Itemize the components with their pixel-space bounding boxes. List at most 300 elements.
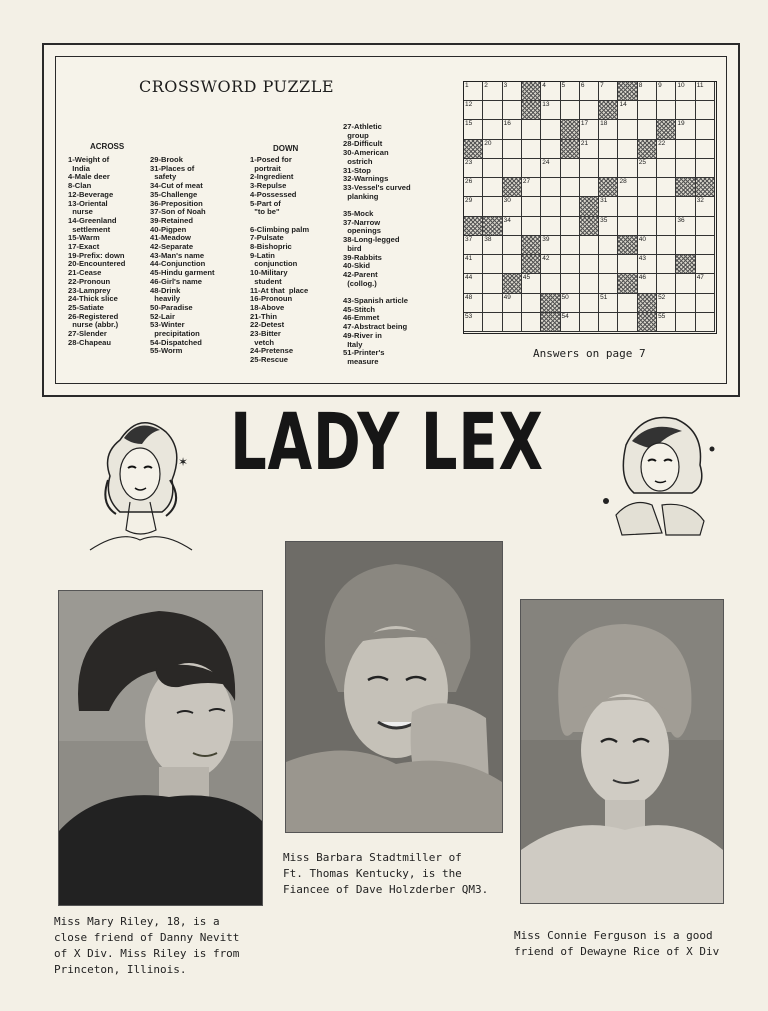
grid-cell <box>599 313 618 332</box>
grid-cell <box>522 178 541 197</box>
photo-barbara-stadtmiller <box>285 541 503 833</box>
woman-sketch-right <box>592 405 722 540</box>
across-clue: safety <box>150 172 177 182</box>
grid-cell <box>599 236 618 255</box>
grid-cell-number: 44 <box>465 274 473 282</box>
down-clue: 40-Skid <box>343 261 371 271</box>
grid-cell <box>483 313 502 332</box>
across-clue: 48-Drink <box>150 285 181 295</box>
grid-cell <box>561 217 580 236</box>
across-clue: 42-Separate <box>150 242 194 252</box>
grid-cell <box>580 236 599 255</box>
grid-cell <box>618 178 637 197</box>
grid-cell <box>676 294 695 313</box>
grid-cell-shaded <box>676 255 695 274</box>
grid-cell <box>483 178 502 197</box>
grid-cell-shaded <box>561 120 580 139</box>
across-clue: 19-Prefix: down <box>68 250 125 260</box>
across-clue: 26-Registered <box>68 311 119 321</box>
down-clue: 27-Athletic <box>343 122 382 131</box>
across-clue: 28-Chapeau <box>68 337 112 347</box>
caption-line: Fiancee of Dave Holzderber QM3. <box>283 883 489 896</box>
across-clue: 50-Paradise <box>150 302 193 312</box>
down-clue: conjunction <box>250 259 298 269</box>
grid-cell-number: 4 <box>542 82 546 89</box>
across-clue: 36-Preposition <box>150 198 203 208</box>
across-clue: 43-Man's name <box>150 250 205 260</box>
grid-cell-shaded <box>638 140 657 159</box>
grid-cell <box>561 236 580 255</box>
grid-cell <box>676 274 695 293</box>
across-clue: 54-Dispatched <box>150 337 202 347</box>
grid-cell-number: 29 <box>465 197 473 205</box>
grid-cell <box>657 236 676 255</box>
grid-cell <box>483 120 502 139</box>
down-heading: DOWN <box>273 144 299 153</box>
grid-cell <box>541 140 560 159</box>
svg-text:✶: ✶ <box>178 455 189 469</box>
down-clue: 37-Narrow <box>343 217 381 227</box>
caption-line: close friend of Danny Nevitt <box>54 931 240 944</box>
grid-cell-shaded <box>657 120 676 139</box>
grid-cell <box>599 82 618 101</box>
grid-cell <box>503 120 522 139</box>
grid-cell-number: 37 <box>465 235 473 243</box>
grid-cell-number: 30 <box>503 197 511 205</box>
grid-cell-number: 46 <box>638 274 646 282</box>
grid-cell <box>696 255 715 274</box>
grid-cell <box>657 82 676 101</box>
grid-cell <box>696 197 715 216</box>
grid-cell-number: 47 <box>696 274 704 282</box>
grid-cell <box>561 294 580 313</box>
across-clue: 34-Cut of meat <box>150 181 203 191</box>
down-clue: 42-Parent <box>343 269 378 279</box>
down-clue: 24-Pretense <box>250 346 294 356</box>
grid-cell <box>638 197 657 216</box>
grid-cell <box>657 101 676 120</box>
grid-cell <box>522 159 541 178</box>
grid-cell <box>483 255 502 274</box>
grid-cell <box>696 159 715 178</box>
grid-cell <box>676 120 695 139</box>
caption-line: Miss Mary Riley, 18, is a <box>54 915 220 928</box>
down-clue: 10-Military <box>250 268 288 278</box>
grid-cell-shaded <box>541 294 560 313</box>
across-clue: 46-Girl's name <box>150 276 203 286</box>
grid-cell-number: 1 <box>465 82 469 89</box>
grid-cell <box>676 82 695 101</box>
caption-line: friend of Dewayne Rice of X Div <box>514 945 720 958</box>
across-clue: 23-Lamprey <box>68 285 111 295</box>
down-clue: 22-Detest <box>250 320 285 330</box>
grid-cell <box>618 140 637 159</box>
grid-cell <box>657 140 676 159</box>
grid-cell-number: 42 <box>542 255 550 263</box>
down-clue: 25-Rescue <box>250 355 288 365</box>
down-clue: 16-Pronoun <box>250 294 293 304</box>
down-clue: portrait <box>250 163 281 173</box>
grid-cell-number: 5 <box>561 82 566 89</box>
grid-cell-number: 26 <box>465 178 473 186</box>
across-clue: heavily <box>150 294 180 304</box>
grid-cell-number: 36 <box>677 216 685 224</box>
down-clue: 30-American <box>343 148 389 158</box>
grid-cell <box>541 274 560 293</box>
grid-cell <box>561 82 580 101</box>
grid-cell <box>503 140 522 159</box>
grid-cell <box>696 140 715 159</box>
down-clue: 47-Abstract being <box>343 322 408 332</box>
down-clue: 35-Mock <box>343 209 374 219</box>
grid-cell-shaded <box>599 101 618 120</box>
grid-cell-shaded <box>638 294 657 313</box>
grid-cell <box>503 217 522 236</box>
grid-cell-number: 20 <box>484 139 492 147</box>
grid-cell <box>657 178 676 197</box>
grid-cell <box>696 294 715 313</box>
across-clue: 13-Oriental <box>68 198 108 208</box>
down-clue: planking <box>343 191 379 201</box>
across-clue: 14-Greenland <box>68 215 117 225</box>
across-clue: 35-Challenge <box>150 189 198 199</box>
down-clue: 51-Printer's <box>343 348 385 358</box>
caption-line: Ft. Thomas Kentucky, is the <box>283 867 462 880</box>
grid-cell <box>676 140 695 159</box>
grid-cell-number: 18 <box>600 120 608 128</box>
grid-cell <box>696 120 715 139</box>
grid-cell-shaded <box>618 274 637 293</box>
grid-cell-shaded <box>580 197 599 216</box>
grid-cell <box>696 274 715 293</box>
grid-cell <box>580 82 599 101</box>
grid-cell-number: 45 <box>522 274 531 282</box>
across-clue: 52-Lair <box>150 311 175 321</box>
grid-cell-number: 24 <box>542 158 550 166</box>
grid-cell <box>657 197 676 216</box>
down-clue: 7-Pulsate <box>250 233 284 243</box>
down-clue: 9-Latin <box>250 250 275 260</box>
grid-cell <box>503 197 522 216</box>
grid-cell <box>522 294 541 313</box>
across-clue: India <box>68 163 90 173</box>
grid-cell <box>561 178 580 197</box>
across-clue: 22-Pronoun <box>68 276 111 286</box>
grid-cell-number: 19 <box>677 120 685 128</box>
across-clue: precipitation <box>150 329 200 339</box>
grid-cell <box>599 159 618 178</box>
grid-cell <box>618 255 637 274</box>
grid-cell <box>638 120 657 139</box>
grid-cell <box>638 159 657 178</box>
grid-cell <box>464 313 483 332</box>
grid-cell-number: 12 <box>465 101 473 109</box>
grid-cell <box>676 159 695 178</box>
grid-cell <box>483 294 502 313</box>
grid-cell <box>638 217 657 236</box>
grid-cell-shaded <box>676 178 695 197</box>
grid-cell <box>541 197 560 216</box>
grid-cell-shaded <box>541 313 560 332</box>
grid-cell <box>541 159 560 178</box>
grid-cell <box>503 82 522 101</box>
down-clue: 6-Climbing palm <box>250 224 310 234</box>
grid-cell <box>503 313 522 332</box>
grid-cell <box>483 274 502 293</box>
grid-cell-shaded <box>599 178 618 197</box>
down-clue: 11-At that place <box>250 285 309 295</box>
answers-note: Answers on page 7 <box>533 347 646 360</box>
grid-cell-number: 22 <box>658 139 666 147</box>
grid-cell-number: 50 <box>561 293 569 301</box>
across-heading: ACROSS <box>90 142 125 151</box>
grid-cell-number: 43 <box>638 255 646 263</box>
grid-cell <box>696 101 715 120</box>
grid-cell <box>541 255 560 274</box>
grid-cell-number: 48 <box>465 293 473 301</box>
grid-cell <box>676 236 695 255</box>
grid-cell <box>638 236 657 255</box>
across-clue: 31-Places of <box>150 163 195 173</box>
grid-cell-number: 34 <box>503 216 511 224</box>
grid-cell <box>696 217 715 236</box>
across-clue: 21-Cease <box>68 268 102 278</box>
down-clue: Italy <box>343 339 363 349</box>
grid-cell <box>676 197 695 216</box>
grid-cell <box>561 197 580 216</box>
across-clue: 25-Satiate <box>68 302 104 312</box>
caption-line: Miss Barbara Stadtmiller of <box>283 851 462 864</box>
grid-cell <box>541 236 560 255</box>
down-clue: bird <box>343 243 362 253</box>
grid-cell-shaded <box>561 140 580 159</box>
grid-cell <box>464 236 483 255</box>
grid-cell <box>541 217 560 236</box>
down-clues-col2 <box>343 123 411 367</box>
grid-cell <box>580 294 599 313</box>
grid-cell-number: 25 <box>638 158 646 166</box>
caption-barbara-stadtmiller <box>283 850 488 898</box>
grid-cell-number: 2 <box>484 82 488 89</box>
across-clue: 15-Warm <box>68 233 100 243</box>
caption-line: of X Div. Miss Riley is from <box>54 947 240 960</box>
grid-cell <box>618 294 637 313</box>
across-clues-col1 <box>68 156 125 347</box>
across-clue: 20-Encountered <box>68 259 126 269</box>
grid-cell-shaded <box>522 236 541 255</box>
grid-cell-number: 3 <box>503 82 508 89</box>
grid-cell <box>599 197 618 216</box>
grid-cell-number: 23 <box>465 158 473 166</box>
grid-cell <box>464 120 483 139</box>
grid-cell <box>599 140 618 159</box>
grid-cell <box>580 159 599 178</box>
down-clue: 46-Emmet <box>343 313 380 323</box>
grid-cell-shaded <box>503 178 522 197</box>
grid-cell <box>657 217 676 236</box>
across-clue: 24-Thick slice <box>68 294 118 304</box>
down-clue: openings <box>343 226 381 236</box>
down-clue: 23-Bitter <box>250 329 281 339</box>
down-clue: 31-Stop <box>343 165 371 175</box>
down-clue: "to be" <box>250 207 280 217</box>
grid-cell <box>541 120 560 139</box>
across-clue: 39-Retained <box>150 215 194 225</box>
across-clue: 41-Meadow <box>150 233 191 243</box>
down-clue: 5-Part of <box>250 198 281 208</box>
grid-cell <box>464 255 483 274</box>
grid-cell <box>541 82 560 101</box>
down-clue: 43-Spanish article <box>343 296 408 306</box>
grid-cell <box>580 178 599 197</box>
lady-lex-banner: LADY LEX <box>230 398 544 488</box>
grid-cell-shaded <box>464 217 483 236</box>
grid-cell <box>580 101 599 120</box>
grid-cell <box>464 159 483 178</box>
across-clue: settlement <box>68 224 111 234</box>
grid-cell <box>657 294 676 313</box>
grid-cell <box>503 159 522 178</box>
grid-cell-number: 9 <box>658 82 662 89</box>
grid-cell <box>676 217 695 236</box>
grid-cell <box>599 120 618 139</box>
grid-cell <box>522 140 541 159</box>
grid-cell <box>503 255 522 274</box>
grid-cell <box>522 274 541 293</box>
grid-cell <box>580 313 599 332</box>
grid-cell <box>503 294 522 313</box>
grid-cell <box>599 274 618 293</box>
down-clue: (collog.) <box>343 278 377 288</box>
grid-cell <box>618 101 637 120</box>
grid-cell-shaded <box>464 140 483 159</box>
across-clue: 4-Male deer <box>68 172 110 182</box>
grid-cell <box>483 140 502 159</box>
grid-cell <box>522 120 541 139</box>
grid-cell <box>464 274 483 293</box>
grid-cell-number: 55 <box>658 312 666 320</box>
across-clue: 1-Weight of <box>68 155 110 164</box>
grid-cell <box>483 236 502 255</box>
grid-cell <box>580 255 599 274</box>
grid-cell <box>657 274 676 293</box>
grid-cell <box>483 82 502 101</box>
grid-cell <box>522 217 541 236</box>
grid-cell-shaded <box>580 217 599 236</box>
grid-cell-number: 8 <box>638 82 643 89</box>
down-clue: 28-Difficult <box>343 139 383 149</box>
down-clue: 39-Rabbits <box>343 252 382 262</box>
grid-cell-number: 54 <box>561 312 569 320</box>
grid-cell <box>618 159 637 178</box>
grid-cell <box>657 313 676 332</box>
crossword-title: CROSSWORD PUZZLE <box>139 77 335 96</box>
grid-cell-number: 35 <box>600 216 608 224</box>
grid-cell-shaded <box>618 236 637 255</box>
across-clue: 53-Winter <box>150 320 185 330</box>
grid-cell-number: 31 <box>600 197 608 205</box>
down-clue: group <box>343 130 369 140</box>
grid-cell-number: 21 <box>580 139 589 147</box>
across-clue: 37-Son of Noah <box>150 207 206 217</box>
grid-cell <box>464 197 483 216</box>
grid-cell <box>541 178 560 197</box>
grid-cell <box>618 217 637 236</box>
grid-cell <box>676 101 695 120</box>
grid-cell <box>618 120 637 139</box>
grid-cell <box>464 101 483 120</box>
grid-cell-number: 14 <box>619 101 627 109</box>
grid-cell <box>483 159 502 178</box>
grid-cell <box>464 82 483 101</box>
grid-cell-number: 7 <box>600 82 604 89</box>
grid-cell-shaded <box>618 82 637 101</box>
across-clue: 45-Hindu garment <box>150 268 215 278</box>
grid-cell <box>483 101 502 120</box>
grid-cell-number: 17 <box>580 120 589 128</box>
down-clue: vetch <box>250 337 275 347</box>
grid-cell-shaded <box>503 274 522 293</box>
across-clue: 17-Exact <box>68 242 100 252</box>
down-clue: 2-Ingredient <box>250 172 294 182</box>
grid-cell <box>657 159 676 178</box>
grid-cell <box>696 236 715 255</box>
grid-cell-number: 40 <box>638 235 646 243</box>
grid-cell-shaded <box>522 101 541 120</box>
photo-connie-ferguson <box>520 599 724 904</box>
down-clue: 45-Stitch <box>343 304 376 314</box>
grid-cell <box>561 101 580 120</box>
grid-cell <box>561 255 580 274</box>
grid-cell <box>638 255 657 274</box>
caption-connie-ferguson <box>514 928 719 960</box>
grid-cell <box>599 294 618 313</box>
grid-cell <box>580 274 599 293</box>
photo-mary-riley <box>58 590 263 906</box>
grid-cell-number: 38 <box>484 235 492 243</box>
grid-cell-number: 39 <box>542 235 550 243</box>
woman-sketch-left <box>80 410 200 558</box>
down-clue: 49-River in <box>343 330 382 340</box>
down-clue: ostrich <box>343 156 373 166</box>
grid-cell-number: 28 <box>619 178 627 186</box>
grid-cell <box>638 178 657 197</box>
down-clue: student <box>250 276 282 286</box>
grid-cell <box>483 197 502 216</box>
across-clue: 29-Brook <box>150 155 183 164</box>
grid-cell-shaded <box>696 178 715 197</box>
down-clue: 33-Vessel's curved <box>343 182 411 192</box>
grid-cell-number: 52 <box>658 293 666 301</box>
down-clue: 32-Warnings <box>343 174 389 184</box>
grid-cell <box>561 274 580 293</box>
grid-cell <box>676 313 695 332</box>
caption-line: Miss Connie Ferguson is a good <box>514 929 713 942</box>
grid-cell <box>657 255 676 274</box>
across-clue: 40-Pigpen <box>150 224 187 234</box>
across-clue: 55-Worm <box>150 346 183 356</box>
grid-cell <box>638 101 657 120</box>
grid-cell <box>618 197 637 216</box>
grid-cell <box>503 236 522 255</box>
grid-cell-number: 13 <box>542 101 550 109</box>
grid-cell <box>618 313 637 332</box>
grid-cell <box>561 159 580 178</box>
grid-cell-shaded <box>638 313 657 332</box>
grid-cell <box>580 120 599 139</box>
across-clues-col2 <box>150 156 215 356</box>
grid-cell <box>638 82 657 101</box>
